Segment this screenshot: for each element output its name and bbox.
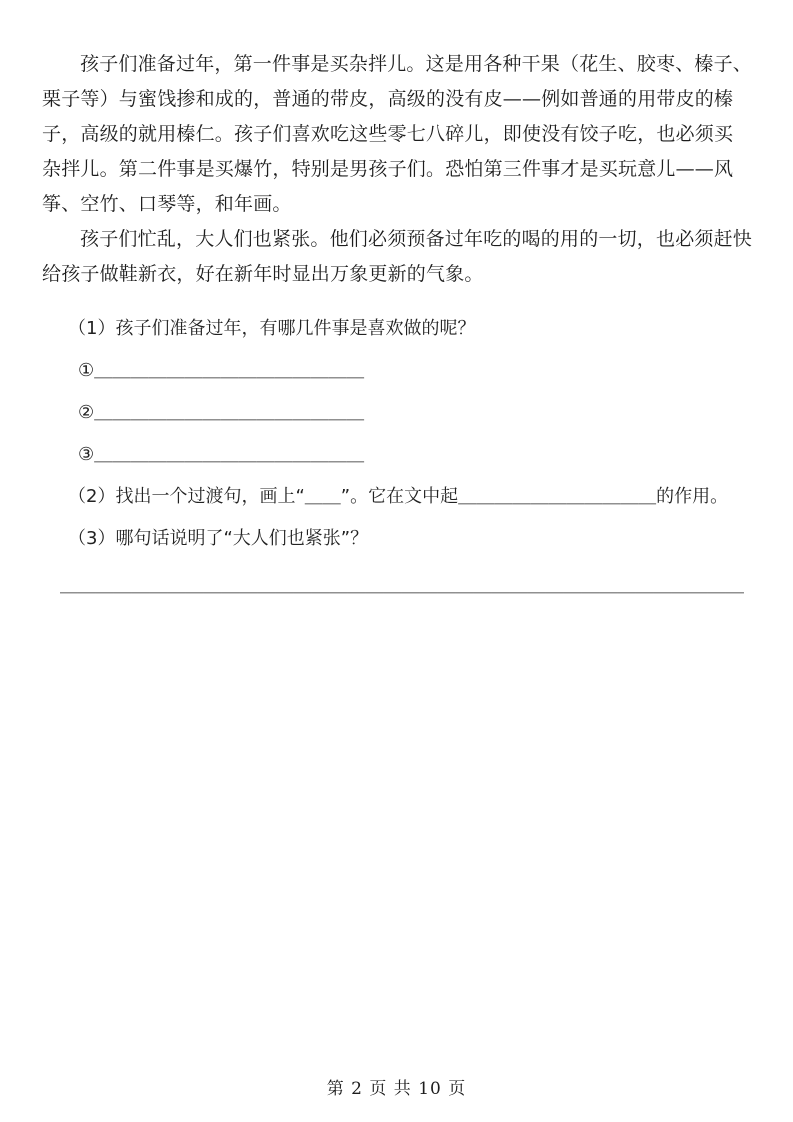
question-2-label: （2）找出一个过渡句，画上“＿＿”。它在文中起＿＿＿＿＿＿＿＿＿＿＿的作用。 (68, 486, 729, 507)
passage-line: 孩子们忙乱，大人们也紧张。他们必须预备过年吃的喝的用的一切，也必须赶快 (80, 228, 753, 250)
passage-line: 给孩子做鞋新衣，好在新年时显出万象更新的气象。 (42, 263, 484, 285)
questions-section (60, 308, 753, 612)
blank-line: ＿＿＿＿＿＿＿＿＿＿＿＿＿＿＿ (94, 444, 365, 465)
numbered-blank-row (78, 392, 753, 434)
question-1-label: （1）孩子们准备过年，有哪几件事是喜欢做的呢？ (68, 318, 476, 339)
question-1-blanks (68, 350, 753, 476)
question-3-label: （3）哪句话说明了“大人们也紧张”？ (68, 528, 369, 549)
passage-line: 子，高级的就用榛仁。孩子们喜欢吃这些零七八碎儿，即使没有饺子吃，也必须买 (42, 123, 734, 145)
numbered-blank-row (78, 350, 753, 392)
answer-blank-line: ＿＿＿＿＿＿＿＿＿＿＿＿＿＿＿＿＿＿＿＿＿＿＿＿＿＿＿＿＿＿＿＿＿＿＿＿＿＿ (60, 575, 744, 596)
numbered-blank-row (78, 434, 753, 476)
passage-line: 筝、空竹、口琴等，和年画。 (42, 193, 292, 215)
passage-line: 孩子们准备过年，第一件事是买杂拌儿。这是用各种干果（花生、胶枣、榛子、 (80, 53, 753, 75)
item-number: ③ (78, 444, 95, 465)
item-number: ① (78, 360, 95, 381)
passage-line: 杂拌儿。第二件事是买爆竹，特别是男孩子们。恐怕第三件事才是买玩意儿——风 (42, 158, 734, 180)
blank-line: ＿＿＿＿＿＿＿＿＿＿＿＿＿＿＿ (94, 402, 365, 423)
item-number: ② (78, 402, 95, 423)
passage-line: 栗子等）与蜜饯掺和成的，普通的带皮，高级的没有皮——例如普通的用带皮的榛 (42, 88, 734, 110)
blank-line: ＿＿＿＿＿＿＿＿＿＿＿＿＿＿＿ (94, 360, 365, 381)
passage (42, 47, 753, 292)
page-number-footer: 第 2 页 共 10 页 (326, 1079, 467, 1099)
